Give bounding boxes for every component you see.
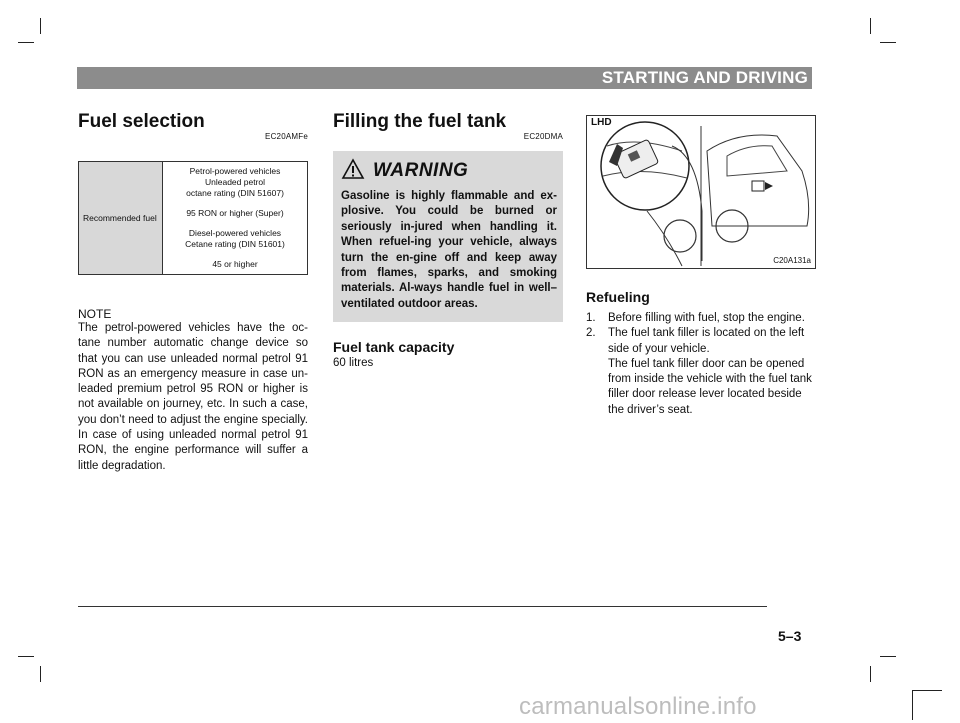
step-number: 1.: [586, 312, 596, 324]
diesel-heading: Diesel-powered vehicles: [188, 228, 282, 238]
crop-mark: [912, 690, 942, 691]
petrol-type: Unleaded petrol: [204, 177, 265, 187]
fuel-selection-title: Fuel selection: [78, 111, 205, 132]
fuel-table-spec: [163, 162, 308, 275]
note-heading: NOTE: [78, 307, 112, 321]
fuel-table-row-label: Recommended fuel: [79, 162, 163, 275]
figure-lhd-label: LHD: [591, 117, 612, 128]
petrol-rating-label: octane rating (DIN 51607): [186, 188, 284, 198]
crop-mark: [870, 18, 871, 34]
page-number: 5–3: [778, 628, 802, 644]
diesel-rating-label: Cetane rating (DIN 51601): [185, 239, 285, 249]
filling-code: EC20DMA: [523, 132, 563, 141]
fuel-door-figure: [586, 115, 816, 269]
step-number: 2.: [586, 327, 596, 340]
warning-title: WARNING: [373, 160, 469, 181]
crop-mark: [870, 666, 871, 682]
refueling-steps: [586, 311, 816, 418]
crop-mark: [18, 42, 34, 43]
note-body: The petrol-powered vehicles have the oc-tane number automatic change device so that you can use unleaded normal petrol 91 RON as an emergency measure in case un-leaded premium petrol 95 RON or higher is not available on journey, etc. In such a case, you don’t need to adjust the engine specially. In case of using unleaded normal petrol 91 RON, the engine performance will suffer a little degradation.: [78, 322, 308, 472]
filling-title: Filling the fuel tank: [333, 111, 507, 132]
crop-mark: [912, 690, 913, 720]
fuel-selection-section: [78, 110, 308, 474]
step-text: The fuel tank filler is located on the left side of your vehicle.: [608, 327, 805, 355]
fuel-table: [78, 161, 308, 275]
step-text-extra: The fuel tank filler door can be opened from inside the vehicle with the fuel tank filler door release lever located beside the driver’s seat.: [608, 357, 812, 416]
diesel-rating-value: 45 or higher: [212, 259, 258, 269]
refueling-title: Refueling: [586, 289, 650, 305]
warning-box: [333, 151, 563, 322]
filling-section: [333, 110, 563, 369]
header-bar: [77, 67, 812, 89]
crop-mark: [18, 656, 34, 657]
figure-code: C20A131a: [773, 256, 811, 265]
warning-text: Gasoline is highly flammable and ex-plosive. You could be burned or seriously in-jured when handling it. When refuel-ing your vehicle, always turn the en-gine off and keep away from flames, sparks, and smoking materials. Al-ways handle fuel in well–ventilated outdoor areas.: [341, 190, 557, 310]
capacity-title: Fuel tank capacity: [333, 339, 455, 356]
fuel-selection-code: EC20AMFe: [265, 132, 308, 141]
warning-triangle-icon: [341, 158, 365, 185]
crop-mark: [880, 656, 896, 657]
header-title: STARTING AND DRIVING: [601, 68, 808, 87]
petrol-rating-value: 95 RON or higher (Super): [186, 208, 284, 218]
refueling-section: [586, 113, 816, 418]
watermark: carmanualsonline.info: [519, 693, 757, 720]
crop-mark: [40, 666, 41, 682]
crop-mark: [880, 42, 896, 43]
car-fuel-door-illustration: [587, 116, 815, 268]
list-item: [586, 311, 816, 326]
list-item: [586, 326, 816, 418]
crop-mark: [40, 18, 41, 34]
capacity-value: 60 litres: [333, 357, 374, 370]
footer-rule: [78, 606, 767, 607]
petrol-heading: Petrol-powered vehicles: [189, 166, 281, 176]
step-text: Before filling with fuel, stop the engine.: [608, 312, 805, 324]
